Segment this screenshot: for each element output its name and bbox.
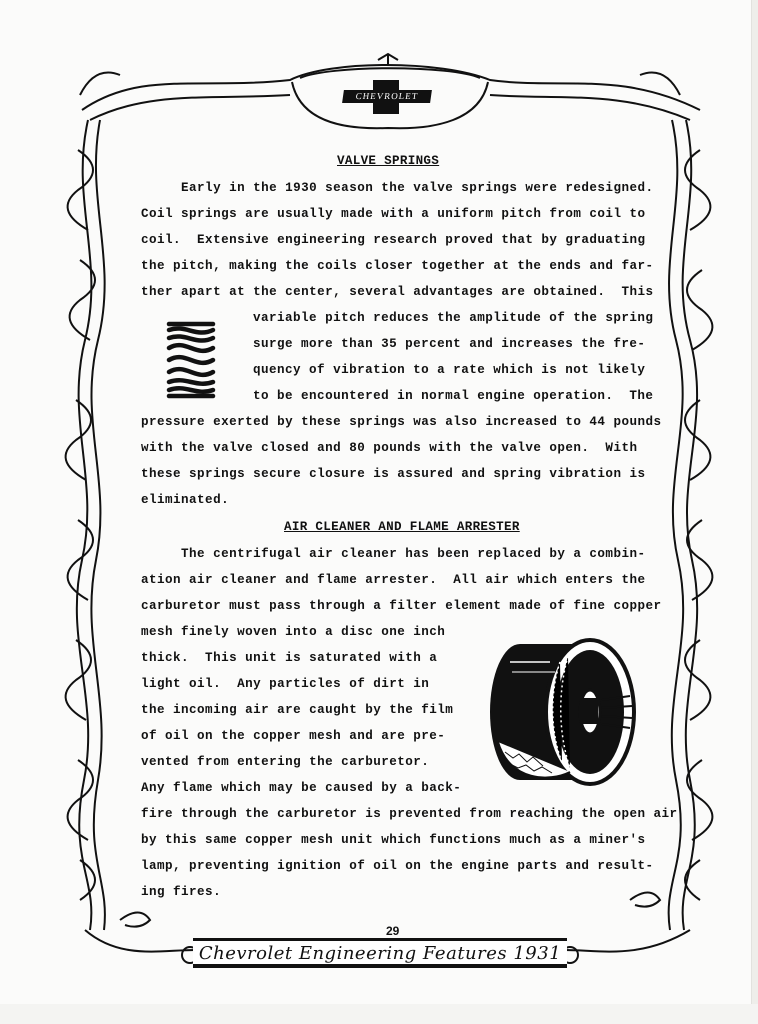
paragraph-line: The centrifugal air cleaner has been replaced by a combin- bbox=[141, 547, 646, 561]
footer-banner bbox=[193, 938, 567, 968]
paragraph-line: eliminated. bbox=[141, 493, 230, 507]
page-number: 29 bbox=[386, 924, 400, 938]
paragraph-line: ing fires. bbox=[141, 885, 222, 899]
paragraph-line: ation air cleaner and flame arrester. All air which enters the bbox=[141, 573, 646, 587]
chevrolet-logo-text: CHEVROLET bbox=[342, 90, 432, 103]
paragraph-line: lamp, preventing ignition of oil on the engine parts and result- bbox=[141, 859, 654, 873]
section-heading-valve-springs: VALVE SPRINGS bbox=[337, 154, 440, 168]
paragraph-line: fire through the carburetor is prevented from reaching the open air bbox=[141, 807, 678, 821]
paragraph-line: vented from entering the carburetor. bbox=[141, 755, 430, 769]
paragraph-line: Early in the 1930 season the valve springs were redesigned. bbox=[141, 181, 654, 195]
paragraph-line: the pitch, making the coils closer together at the ends and far- bbox=[141, 259, 654, 273]
paragraph-line: thick. This unit is saturated with a bbox=[141, 651, 438, 665]
paragraph-line: quency of vibration to a rate which is not likely bbox=[253, 363, 646, 377]
paragraph-line: ther apart at the center, several advantages are obtained. This bbox=[141, 285, 654, 299]
paragraph-line: mesh finely woven into a disc one inch bbox=[141, 625, 446, 639]
paragraph-line: coil. Extensive engineering research proved that by graduating bbox=[141, 233, 646, 247]
paragraph-line: Any flame which may be caused by a back- bbox=[141, 781, 462, 795]
paragraph-line: the incoming air are caught by the film bbox=[141, 703, 454, 717]
paragraph-line: carburetor must pass through a filter element made of fine copper bbox=[141, 599, 662, 613]
paragraph-line: surge more than 35 percent and increases the fre- bbox=[253, 337, 646, 351]
paragraph-line: Coil springs are usually made with a uniform pitch from coil to bbox=[141, 207, 646, 221]
valve-spring-illustration bbox=[166, 320, 216, 400]
paragraph-line: with the valve closed and 80 pounds with the valve open. With bbox=[141, 441, 638, 455]
footer-title: Chevrolet Engineering Features 1931 bbox=[198, 943, 562, 964]
paragraph-line: pressure exerted by these springs was also increased to 44 pounds bbox=[141, 415, 662, 429]
section-heading-air-cleaner: AIR CLEANER AND FLAME ARRESTER bbox=[284, 520, 520, 534]
paragraph-line: light oil. Any particles of dirt in bbox=[141, 677, 430, 691]
paragraph-line: variable pitch reduces the amplitude of the spring bbox=[253, 311, 654, 325]
paragraph-line: these springs secure closure is assured and spring vibration is bbox=[141, 467, 646, 481]
paragraph-line: of oil on the copper mesh and are pre- bbox=[141, 729, 446, 743]
paragraph-line: by this same copper mesh unit which functions much as a miner's bbox=[141, 833, 646, 847]
air-cleaner-flame-arrester-illustration bbox=[480, 632, 640, 792]
paragraph-line: to be encountered in normal engine operation. The bbox=[253, 389, 654, 403]
